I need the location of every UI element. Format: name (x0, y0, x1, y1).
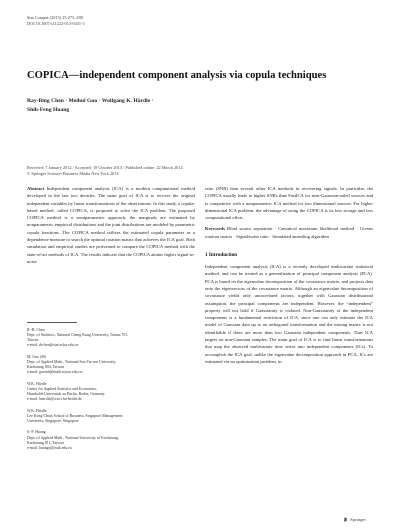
affiliation-name: W.K. Härdle (27, 408, 47, 413)
keywords-text: Blind source separation · Canonical maximum likelihood method · Givens rotation matrix · Signal/noise ratio · Simulated annealing algorithm (205, 226, 373, 239)
keywords-label: Keywords (205, 226, 225, 232)
affiliation-dept: Dept. of Applied Math., National Sun Yat-sen University, (27, 359, 117, 364)
section-heading-introduction: 1 Introduction (205, 252, 238, 259)
affiliation-email: e-mail: guomh@math.nsysu.edu.tw (27, 370, 83, 375)
keywords (205, 225, 373, 240)
affiliation-place: Kaohsiung 811, Taiwan (27, 440, 64, 445)
copyright-line: © Springer Science+Business Media New York 2014 (27, 171, 119, 176)
affiliation-dept: Lee Kong Chian School of Business, Singapore Management (27, 413, 123, 418)
affiliation-email: e-mail: haerdle@wiwi.hu-berlin.de (27, 397, 82, 402)
affiliation-dept: Center for Applied Statistics and Economics, (27, 386, 98, 391)
author-line-1: Ray-Bing Chen · Meihui Guo · Wolfgang K. Härdle · (27, 98, 154, 104)
author-line-2: Shih-Feng Huang (27, 107, 70, 113)
affiliation-item (27, 409, 197, 424)
footnote-divider (27, 322, 77, 323)
affiliation-dept: Dept. of Applied Math., National University of Kaohsiung, (27, 435, 119, 440)
publication-dates (27, 165, 377, 177)
affiliation-name: M. Guo (✉) (27, 354, 46, 359)
affiliations (27, 328, 197, 457)
abstract-text: Independent component analysis (ICA) is a modern computational method developed in the last two decades. The main goal of ICA is to recover the original independent variables by linear transformations of the observations. In this study, a copula-based method, called COPICA, is proposed to solve the ICA problem. The proposed COPICA method is a semiparametric approach, the marginals are estimated by nonparametric empirical distributions and the joint distributions are modeled by parametric copula functions. The COPICA method utilizes the estimated copula parameter as a dependence measure to search the optimal rotation matrix that achieves the ICA goal. Both simulation and empirical studies are performed to compare the COPICA method with the state-of-art methods of ICA. The results indicate that the COPICA attains higher signal-to-noise (27, 186, 195, 264)
affiliation-item (27, 355, 197, 375)
author-list (27, 97, 287, 115)
right-column (205, 185, 373, 365)
journal-doi: DOI 10.1007/s11222-013-9431-3 (27, 20, 85, 26)
publisher-name: Springer (350, 517, 366, 522)
abstract (27, 185, 195, 265)
affiliation-place: Humboldt-Universität zu Berlin, Berlin, Germany (27, 391, 105, 396)
journal-header (27, 15, 85, 26)
affiliation-email: e-mail: huangsf@nuk.edu.tw (27, 445, 73, 450)
affiliation-item (27, 430, 197, 450)
publisher-mark (343, 517, 366, 522)
paper-title: COPICA—independent component analysis via copula techniques (27, 70, 327, 81)
affiliation-email: e-mail: rbchen@stat.ncku.edu.tw (27, 343, 79, 348)
affiliation-name: W.K. Härdle (27, 381, 47, 386)
affiliation-name: R.-B. Chen (27, 328, 45, 332)
affiliation-place: Kaohsiung 804, Taiwan (27, 365, 64, 370)
affiliation-place: University, Singapore, Singapore (27, 418, 79, 423)
journal-citation: Stat Comput (2015) 25:273–288 (27, 15, 83, 20)
affiliation-name: S.-F. Huang (27, 430, 46, 435)
affiliation-item (27, 328, 197, 348)
abstract-label: Abstract (27, 186, 45, 191)
affiliation-dept: Dept. of Statistics, National Cheng Kung University, Tainan 701, (27, 333, 129, 338)
affiliation-place: Taiwan (27, 338, 39, 343)
abstract-continuation: ratio (SNR) than several other ICA methods in recovering signals. In particular, the COPICA usually leads to higher SNRs than FastICA for near-Gaussian-tailed sources and is competitive with a nonparametric ICA method for two dimensional sources. For higher dimensional ICA problem, the advantage of using the COPICA is its less storage and less computational effort. (205, 186, 373, 221)
affiliation-item (27, 382, 197, 402)
dates-line-1: Received: 7 January 2012 / Accepted: 18 October 2013 / Published online: 22 March 2014 (27, 165, 183, 170)
springer-horse-icon (343, 517, 348, 522)
introduction-text: Independent component analysis (ICA) is a recently developed multivariate statistical method, and can be treated as a generalization of principal component analysis (PCA). PCA is based on the eigenvalue decomposition of the covariance matrix, and projects data onto the eigenvectors of the covariance matrix. Although an eigenvalue decomposition of covariance yields only uncorrelated factors, together with Gaussian distributional assumption, the principal components are independent. However, the “independent” property will not hold if Gaussianity is violated. Non-Gaussianity of the independent components is a fundamental restriction of ICA, since one can only estimate the ICA model of Gaussian data up to an orthogonal transformation and the mixing matrix is not identifiable if there are more than two Gaussian independent components. Thus ICA targets on non-Gaussian samples. The main goal of ICA is to find linear transformations that map the observed multivariate time series into independent components (ICs). To accomplish the ICA goal, unlike the eigenvalue decomposition approach in PCA, ICs are estimated via an optimization problem, in (205, 264, 373, 364)
